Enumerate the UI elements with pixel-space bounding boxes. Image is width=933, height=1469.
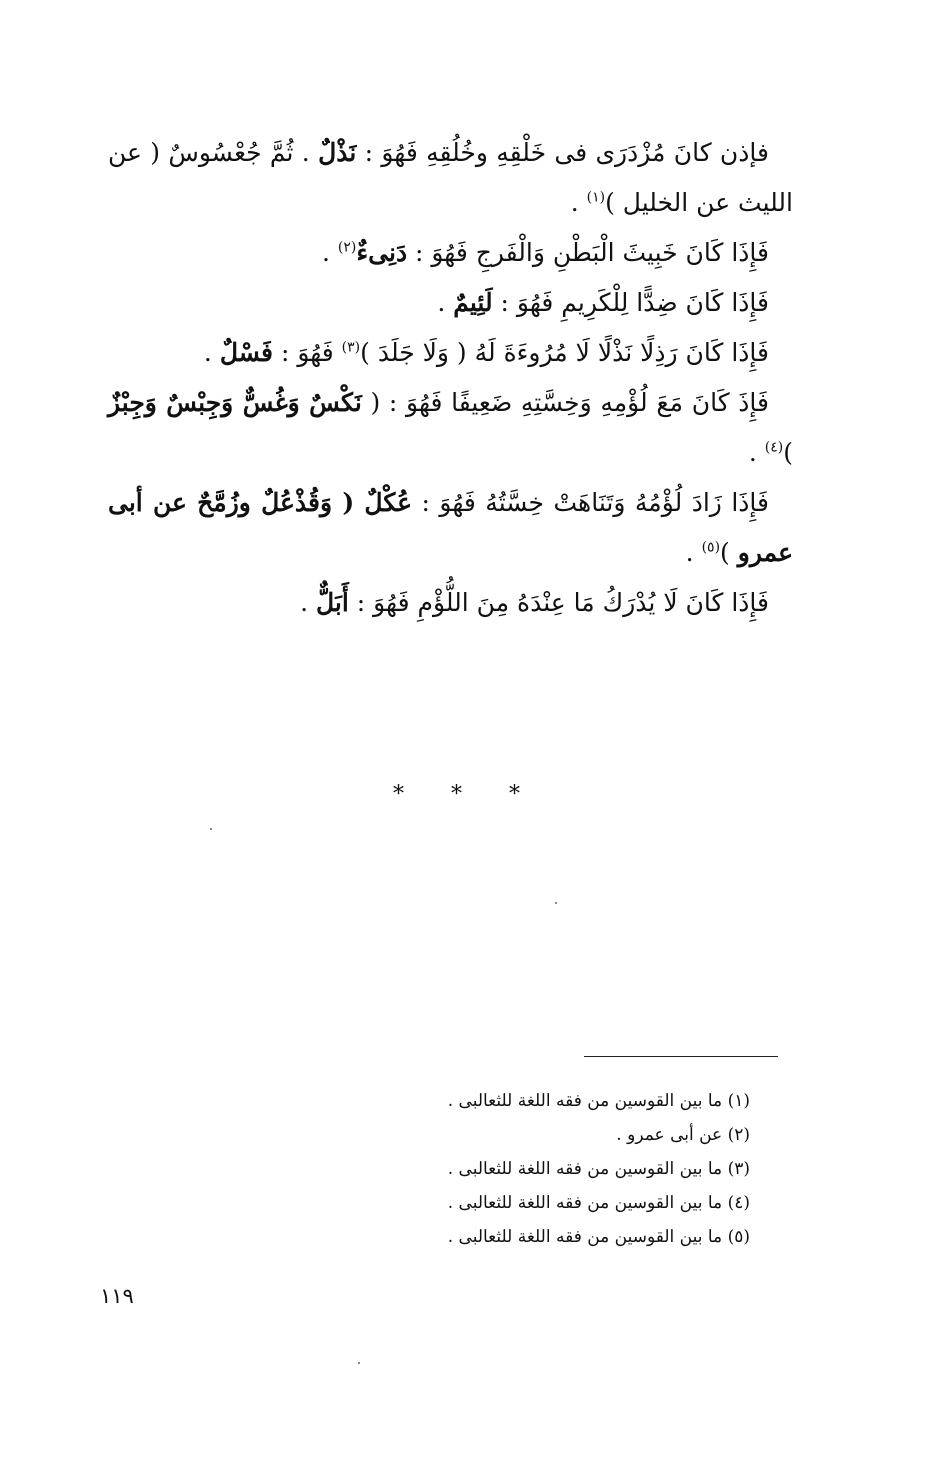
footnote-ref: (٣)	[341, 339, 361, 356]
text-run: فَهُوَ :	[273, 338, 342, 367]
paragraph-2	[108, 228, 793, 278]
term: دَنِىءٌ	[356, 238, 408, 267]
paragraph-5	[108, 378, 793, 478]
text-run: .	[570, 188, 587, 217]
footnote-1: (١) ما بين القوسين من فقه اللغة للثعالبى .	[447, 1091, 750, 1111]
footnote-2: (٢) عن أبى عمرو .	[616, 1125, 750, 1145]
paragraph-6	[108, 478, 793, 578]
paragraph-1	[108, 128, 793, 228]
term: نَذْلٌ	[318, 138, 357, 167]
footnote-rule	[584, 1056, 778, 1057]
text-run: )	[783, 438, 793, 467]
footnote-ref: (١)	[586, 189, 606, 206]
text-run: )	[720, 538, 738, 567]
footnote-ref: (٥)	[701, 539, 721, 556]
text-run: فَإِذَا كَانَ خَبِيثَ الْبَطْنِ وَالْفَرجِ فَهُوَ :	[407, 238, 769, 267]
scan-speck	[555, 902, 557, 904]
scan-speck	[210, 828, 212, 830]
footnote-5: (٥) ما بين القوسين من فقه اللغة للثعالبى .	[447, 1227, 750, 1247]
text-run: فَإِذَ كَانَ مَعَ لُؤْمِهِ وَخِسَّتِهِ ضَعِيفًا فَهُوَ : (	[361, 388, 770, 417]
scan-speck	[358, 1362, 360, 1364]
page-number: ١١٩	[100, 1284, 134, 1308]
footnotes	[380, 1084, 750, 1254]
text-run: فإذن كانَ مُزْدَرَى فى خَلْقِهِ وخُلُقِهِ فَهُوَ :	[356, 138, 769, 167]
term: لَئِيمٌ	[453, 288, 493, 317]
footnote-3: (٣) ما بين القوسين من فقه اللغة للثعالبى .	[447, 1159, 750, 1179]
text-run: .	[322, 238, 338, 267]
paragraph-3	[108, 278, 793, 328]
text-run: . ثُمَّ جُعْسُوسٌ ( عن الليث عن الخليل )	[108, 138, 793, 217]
footnote-4: (٤) ما بين القوسين من فقه اللغة للثعالبى .	[447, 1193, 750, 1213]
section-separator: * * *	[393, 782, 540, 807]
term: نَكْسٌ وَغُسٌّ وَجِبْسٌ وَجِبْزٌ	[108, 388, 362, 417]
term: عُكْلٌ ( وَقُذْعُلٌ وزُمَّحٌ عن أبى عمرو	[108, 488, 793, 567]
text-run: .	[203, 338, 220, 367]
paragraph-4	[108, 328, 793, 378]
footnote-ref: (٢)	[337, 239, 357, 256]
text-run: فَإِذَا كَانَ ضِدًّا لِلْكَرِيمِ فَهُوَ :	[492, 288, 769, 317]
term: فَسْلٌ	[219, 338, 273, 367]
text-run: .	[748, 438, 765, 467]
footnote-ref: (٤)	[764, 439, 784, 456]
text-run: .	[437, 288, 454, 317]
term: أَبَلٌّ	[315, 588, 349, 617]
text-run: فَإِذَا كَانَ رَذِلًا نَذْلًا لَا مُرُوءَةَ لَهُ ( وَلَا جَلَدَ )	[360, 338, 769, 367]
text-run: فَإِذَا كَانَ لَا يُدْرَكُ مَا عِنْدَهُ مِنَ اللُّؤْمِ فَهُوَ :	[348, 588, 769, 617]
text-run: .	[300, 588, 316, 617]
text-run: فَإِذَا زَادَ لُؤْمُهُ وَتَنَاهَتْ خِسَّتُهُ فَهُوَ :	[412, 488, 769, 517]
main-text	[108, 128, 793, 628]
text-run: .	[685, 538, 702, 567]
paragraph-7	[108, 578, 793, 628]
